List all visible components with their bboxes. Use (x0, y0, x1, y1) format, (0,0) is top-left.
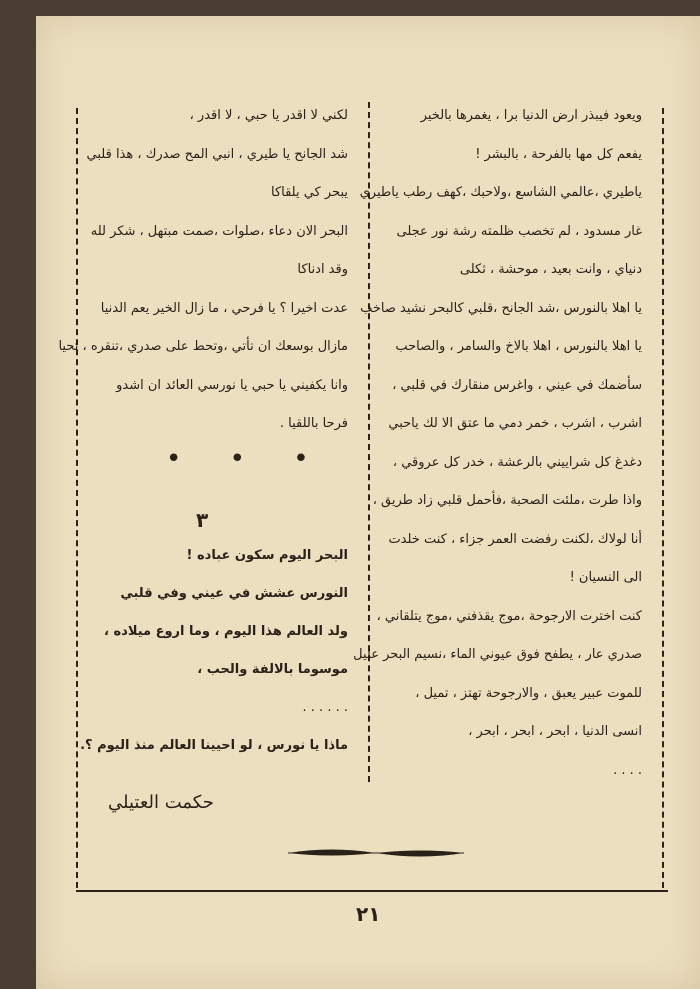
poem-line: . . . . (613, 762, 642, 778)
poem-line: موسوما بالالفة والحب ، (197, 662, 348, 677)
poem-line: وقد ادناكا (297, 262, 348, 277)
right-border-rule (662, 108, 664, 888)
page-number: ٢١ (356, 902, 381, 926)
poem-line: ياطيري ،عالمي الشاسع ،ولاحبك ،كهف رطب ياطيري (359, 185, 642, 200)
magazine-page (36, 16, 700, 989)
poem-line: يفعم كل مها بالفرحة ، بالبشر ! (475, 146, 642, 162)
ornament-divider-icon (286, 844, 466, 862)
poem-line: دنياي ، وانت بعيد ، موحشة ، ثكلى (459, 262, 642, 277)
poem-line: كنت اخترت الارجوحة ،موج يقذفني ،موج يتلقاني ، (376, 608, 642, 624)
section-separator-dots: • • • (166, 444, 329, 474)
poem-line: . . . . . . (302, 700, 348, 715)
poem-line: يبحر كي يلقاكا (270, 185, 348, 200)
poem-line: يا اهلا بالنورس ، اهلا بالاخ والسامر ، والصاحب (395, 339, 642, 354)
left-border-rule (76, 108, 78, 888)
poem-line: النورس عشش في عيني وفي قلبي (120, 586, 348, 601)
bottom-border-rule (76, 890, 668, 892)
poem-line: فرحا باللقيا . (279, 416, 348, 431)
poem-line: شد الجانح يا طيري ، انبي المح صدرك ، هذا قلبي (86, 146, 348, 162)
poem-line: صدري عار ، يطفح فوق عيوني الماء ،نسيم البحر عليل (353, 647, 642, 662)
column-divider-rule (368, 102, 370, 782)
poem-line: دغدغ كل شراييني بالرعشة ، خدر كل عروقي ، (392, 454, 642, 470)
poem-line: وانا يكفيني يا حبي يا نورسي العائد ان اشدو (116, 377, 348, 393)
poem-line: ويعود فيبذر ارض الدنيا برا ، يغمرها بالخير (420, 108, 642, 123)
poem-line: انسى الدنيا ، ابحر ، ابحر ، ابحر ، (468, 724, 642, 739)
poem-line: أنا لولاك ،لكنت رفضت العمر جزاء ، كنت خلدت (388, 531, 642, 547)
poem-line: مازال بوسعك ان تأتي ،وتحط على صدري ،تنقره ، تحيا (58, 339, 348, 354)
poem-line: الى النسيان ! (569, 570, 642, 585)
poem-line: غار مسدود ، لم تخصب ظلمته رشة نور عجلى (396, 223, 642, 239)
poem-line: البحر اليوم سكون عباده ! (186, 548, 348, 563)
poem-line: اشرب ، اشرب ، خمر دمي ما عتق الا لك ياحبي (388, 416, 642, 431)
poem-line: البحر الان دعاء ،صلوات ،صمت مبتهل ، شكر لله (90, 223, 348, 239)
poem-line: لكني لا اقدر يا حبي ، لا اقدر ، (189, 108, 348, 123)
poem-line: ماذا يا نورس ، لو احيينا العالم منذ اليوم ؟. (80, 738, 348, 753)
poem-line: يا اهلا بالنورس ،شد الجانح ،قلبي كالبحر نشيد صاخب (360, 300, 642, 316)
poem-line: للموت عبير يعبق ، والارجوحة تهتز ، تميل ، (415, 685, 642, 701)
author-signature: حكمت العتيلي (108, 792, 214, 813)
poem-line: ولد العالم هذا اليوم ، وما اروع ميلاده ، (104, 624, 348, 639)
poem-line: عدت اخيرا ؟ يا فرحي ، ما زال الخير يعم الدنيا (100, 300, 348, 316)
poem-line: سأضمك في عيني ، واغرس منقارك في قلبي ، (392, 377, 642, 393)
section-number: ٣ (196, 508, 209, 532)
poem-line: واذا طرت ،ملئت الصحبة ،فأحمل قلبي زاد طريق ، (372, 493, 642, 508)
